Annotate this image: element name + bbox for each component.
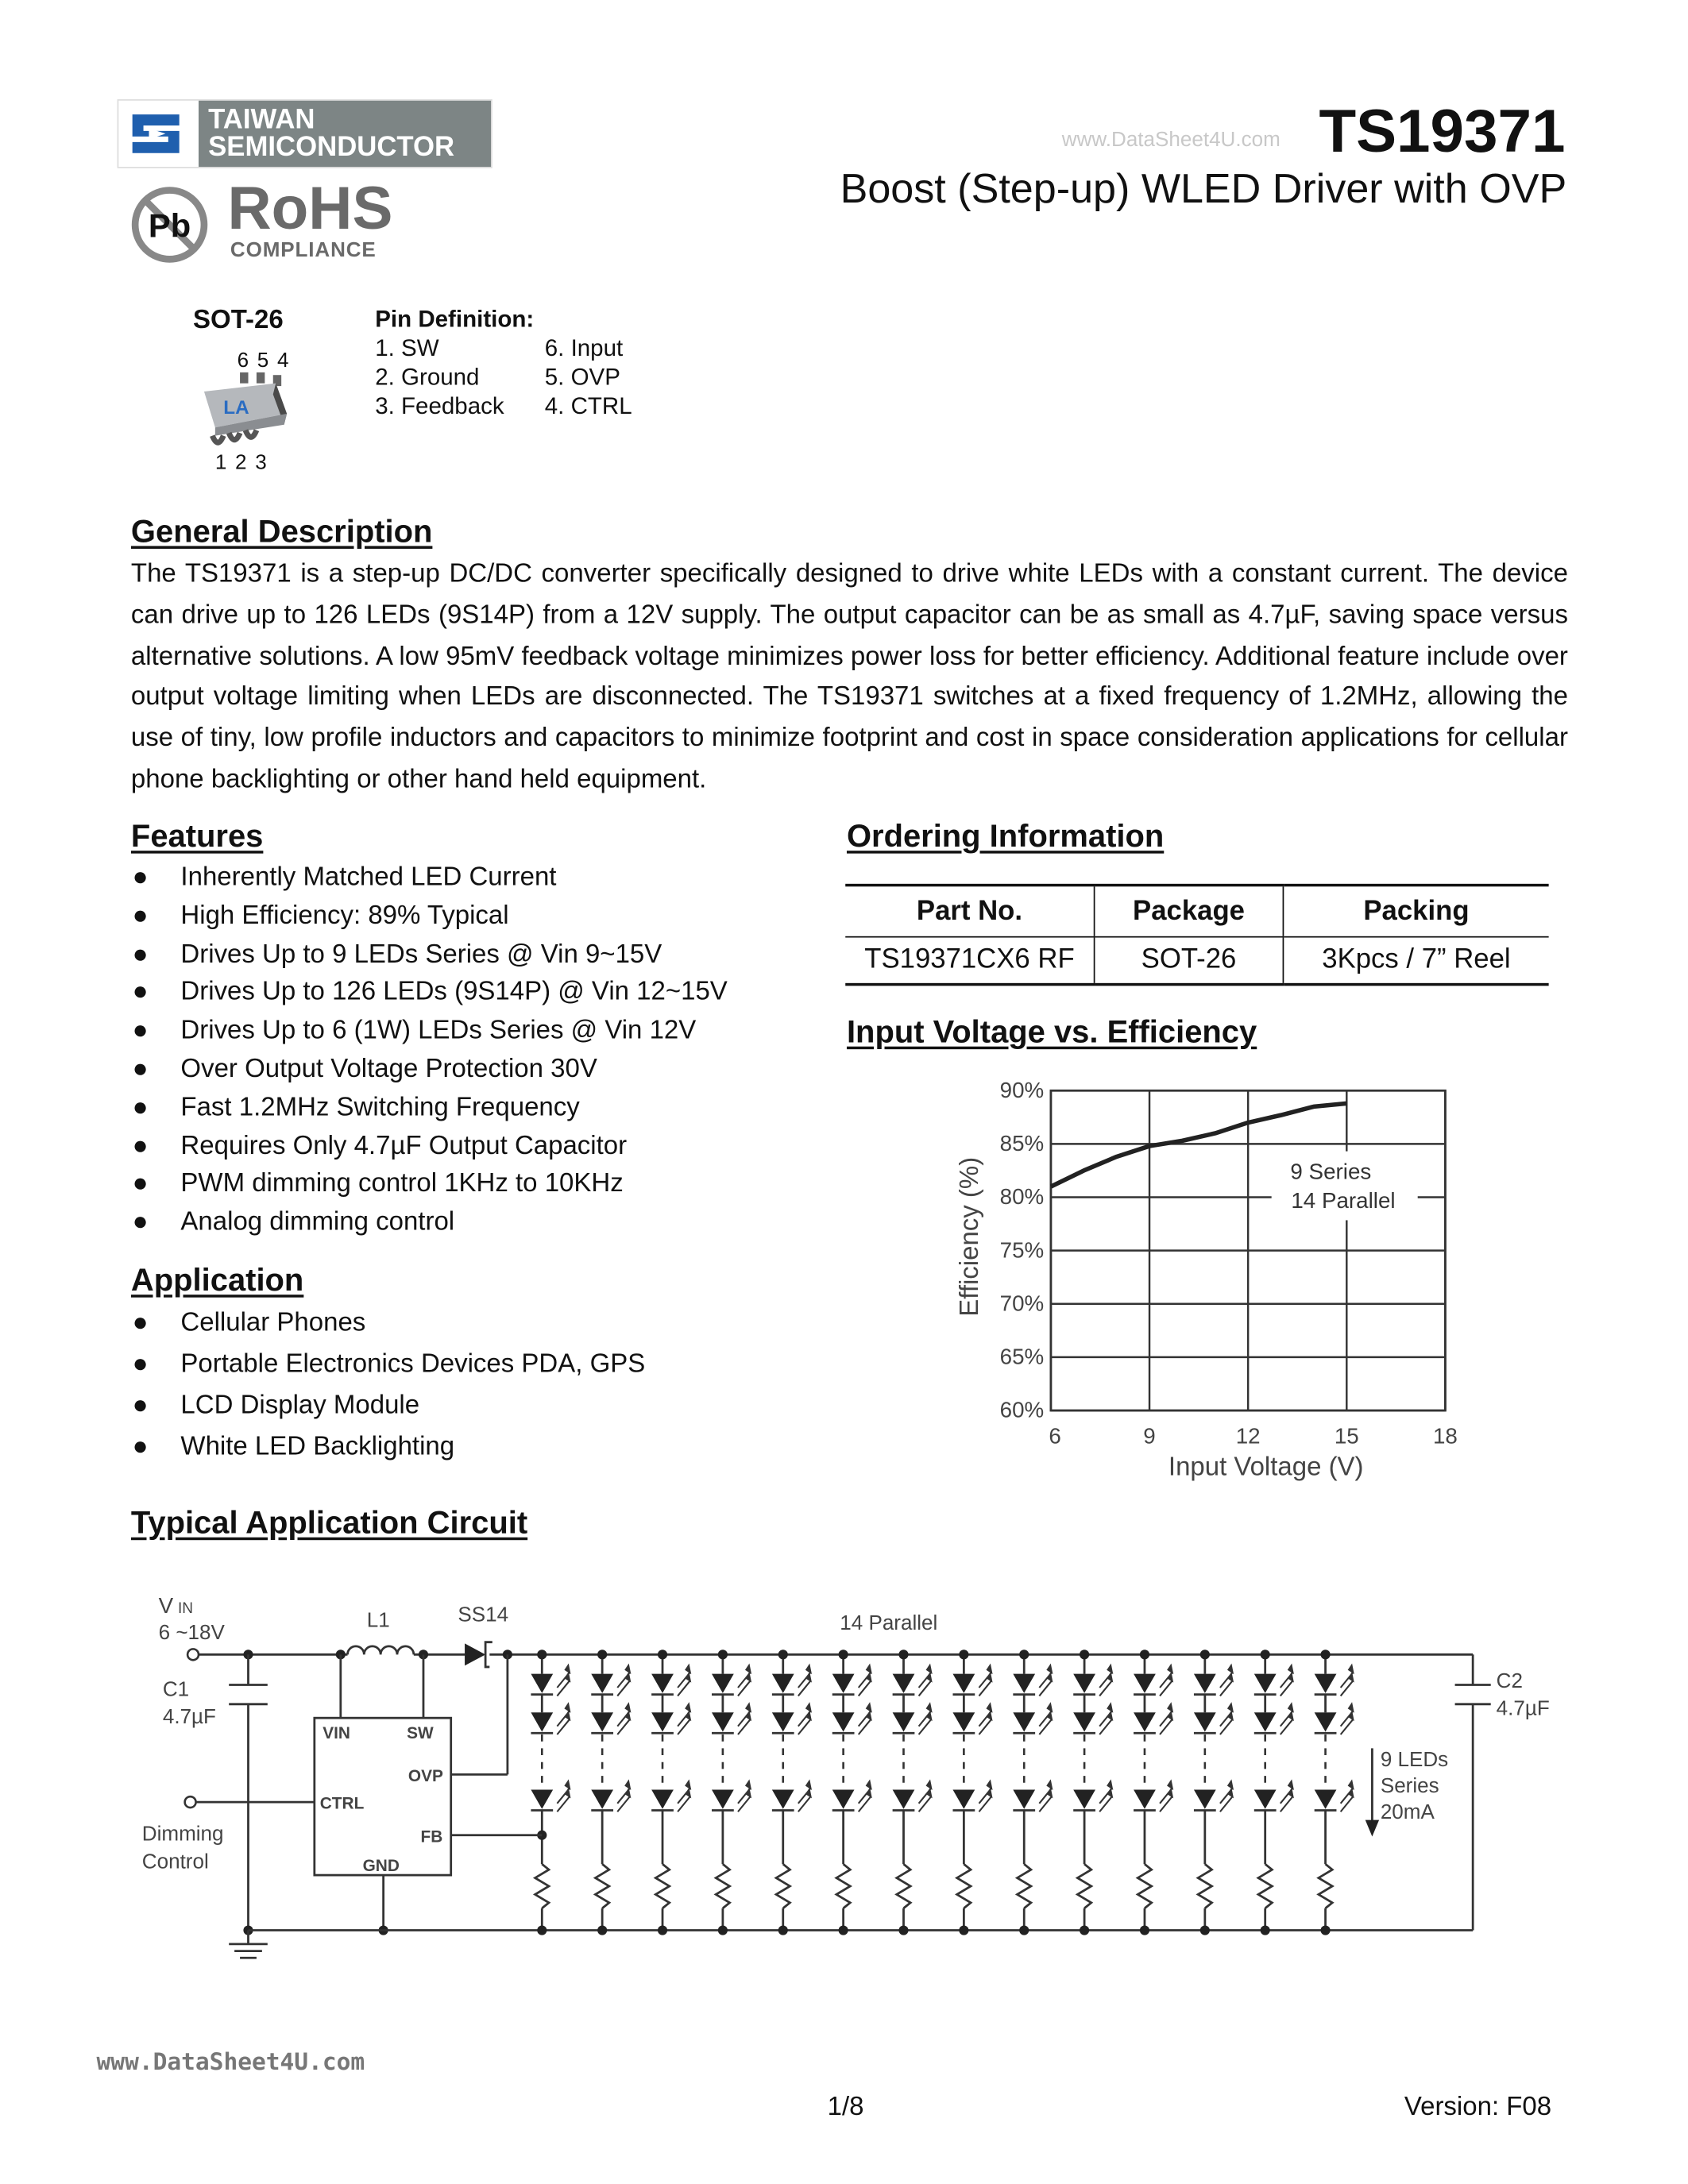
package-name: SOT-26 — [193, 306, 284, 335]
led-icon — [1013, 1674, 1035, 1693]
col-part-no: Part No. — [845, 886, 1094, 937]
resistor-icon — [1018, 1864, 1031, 1908]
junction-dot — [1140, 1925, 1149, 1935]
light-emission-icon — [919, 1781, 932, 1812]
string-note-1: 9 LEDs — [1380, 1746, 1449, 1771]
bullet-icon: ● — [132, 1016, 149, 1046]
light-emission-icon — [979, 1665, 991, 1696]
col-package: Package — [1095, 886, 1284, 937]
circuit-heading: Typical Application Circuit — [130, 1504, 528, 1541]
bullet-icon: ● — [132, 1349, 149, 1379]
control-label: Control — [141, 1849, 209, 1873]
general-description-heading: General Description — [130, 512, 433, 549]
svg-text:LA: LA — [223, 396, 249, 419]
vin-sub-label: IN — [177, 1600, 194, 1618]
general-description-text: The TS19371 is a step-up DC/DC converter specifically designed to drive white LEDs with a constant current. The device can drive up to 126 LEDs (9S14P) from a 12V supply. The output capacitor can be as small as 4.7µF, saving space versus alternative solutions. A low 95mV feedback voltage minimizes power loss for better efficiency. Additional feature include over output voltage limiting when LEDs are disconnected. The TS19371 switches at a fixed frequency of 1.2MHz, allowing the use of tiny, low profile inductors and capacitors to minimize footprint and cost in space consideration applications for cellular phone backlighting or other hand held equipment. — [130, 559, 1568, 794]
light-emission-icon — [1220, 1665, 1233, 1696]
bullet-icon: ● — [132, 1208, 149, 1237]
light-emission-icon — [1341, 1704, 1354, 1734]
vin-range: 6 ~18V — [158, 1620, 225, 1645]
pin-5: 5. OVP — [544, 364, 620, 391]
junction-dot — [898, 1650, 908, 1659]
light-emission-icon — [738, 1781, 751, 1812]
light-emission-icon — [1099, 1665, 1112, 1696]
rohs-compliance: COMPLIANCE — [230, 238, 377, 262]
junction-dot — [658, 1925, 667, 1935]
logo-line1: TAIWAN — [208, 104, 315, 136]
application-circuit — [0, 1572, 1688, 1971]
led-icon — [1134, 1674, 1156, 1693]
footer-watermark: www.DataSheet4U.com — [96, 2048, 365, 2077]
feature-item-text: Requires Only 4.7µF Output Capacitor — [180, 1131, 628, 1161]
led-string — [952, 1654, 991, 1930]
light-emission-icon — [979, 1704, 991, 1734]
bullet-icon: ● — [132, 940, 149, 969]
light-emission-icon — [919, 1704, 932, 1734]
col-packing: Packing — [1283, 886, 1548, 937]
chart-heading: Input Voltage vs. Efficiency — [846, 1013, 1257, 1050]
light-emission-icon — [1160, 1704, 1172, 1734]
junction-dot — [839, 1925, 848, 1935]
page-number: 1/8 — [827, 2093, 864, 2122]
light-emission-icon — [557, 1665, 570, 1696]
junction-dot — [658, 1650, 667, 1659]
vin-terminal — [187, 1649, 199, 1660]
feature-item-text: PWM dimming control 1KHz to 10KHz — [180, 1169, 624, 1199]
schottky-diode-icon — [465, 1643, 485, 1665]
led-icon — [1315, 1674, 1337, 1693]
feature-item-text: Fast 1.2MHz Switching Frequency — [180, 1093, 580, 1122]
led-icon — [712, 1789, 734, 1808]
led-icon — [1073, 1789, 1095, 1808]
parallel-label: 14 Parallel — [840, 1611, 938, 1635]
cell-package: SOT-26 — [1095, 937, 1284, 985]
bullet-icon: ● — [132, 1169, 149, 1199]
junction-dot — [959, 1650, 968, 1659]
light-emission-icon — [617, 1665, 630, 1696]
junction-dot — [1140, 1650, 1149, 1659]
feature-item-text: Over Output Voltage Protection 30V — [180, 1055, 597, 1084]
bullet-icon: ● — [132, 1432, 149, 1462]
junction-dot — [597, 1925, 607, 1935]
bullet-icon: ● — [132, 1308, 149, 1338]
led-string — [1194, 1654, 1233, 1930]
application-item-text: LCD Display Module — [180, 1391, 420, 1421]
resistor-icon — [655, 1864, 669, 1908]
led-string — [651, 1654, 690, 1930]
led-icon — [1134, 1789, 1156, 1808]
light-emission-icon — [979, 1781, 991, 1812]
application-item-text: Portable Electronics Devices PDA, GPS — [180, 1349, 646, 1379]
c1-label: C1 — [162, 1677, 190, 1701]
led-icon — [651, 1712, 674, 1731]
sot26-package-icon — [191, 372, 295, 450]
x-tick-label: 12 — [1235, 1423, 1261, 1449]
x-tick-label: 15 — [1334, 1423, 1359, 1449]
light-emission-icon — [798, 1665, 811, 1696]
c1-value: 4.7µF — [162, 1704, 216, 1729]
led-icon — [893, 1712, 915, 1731]
led-string — [832, 1654, 871, 1930]
y-tick-label: 75% — [999, 1237, 1045, 1263]
resistor-icon — [836, 1864, 850, 1908]
light-emission-icon — [1280, 1704, 1293, 1734]
led-icon — [1254, 1789, 1277, 1808]
led-icon — [1254, 1712, 1277, 1731]
ordering-table — [845, 884, 1548, 986]
feature-item-text: Analog dimming control — [180, 1208, 455, 1237]
pin-gnd: GND — [362, 1856, 400, 1875]
part-number-title: TS19371 — [1319, 98, 1566, 166]
pin-sw: SW — [407, 1724, 434, 1743]
led-icon — [1194, 1674, 1216, 1693]
feature-item-text: Inherently Matched LED Current — [180, 862, 557, 893]
ordering-heading: Ordering Information — [846, 817, 1165, 854]
junction-dot — [597, 1650, 607, 1659]
taiwan-semiconductor-logo — [118, 99, 492, 168]
page-subtitle: Boost (Step-up) WLED Driver with OVP — [840, 167, 1567, 213]
pin-4: 4. CTRL — [544, 392, 632, 419]
bullet-icon: ● — [132, 1055, 149, 1084]
led-string — [1315, 1654, 1354, 1930]
led-icon — [1013, 1712, 1035, 1731]
arrow-down-icon — [1365, 1820, 1379, 1837]
led-icon — [893, 1789, 915, 1808]
dimming-label: Dimming — [141, 1821, 224, 1846]
bullet-icon: ● — [132, 978, 149, 1008]
led-icon — [1073, 1712, 1095, 1731]
feature-item-text: Drives Up to 9 LEDs Series @ Vin 9~15V — [180, 940, 662, 969]
led-icon — [531, 1712, 553, 1731]
y-tick-label: 80% — [999, 1184, 1045, 1210]
led-icon — [1134, 1712, 1156, 1731]
light-emission-icon — [798, 1704, 811, 1734]
light-emission-icon — [1099, 1704, 1112, 1734]
string-note-2: Series — [1380, 1773, 1439, 1797]
c2-value: 4.7µF — [1496, 1696, 1550, 1720]
resistor-icon — [776, 1864, 790, 1908]
resistor-icon — [1138, 1864, 1151, 1908]
led-icon — [1013, 1789, 1035, 1808]
light-emission-icon — [678, 1704, 690, 1734]
application-item-text: White LED Backlighting — [180, 1432, 455, 1462]
y-tick-label: 70% — [999, 1291, 1045, 1316]
led-icon — [591, 1789, 613, 1808]
pin-ctrl: CTRL — [319, 1794, 365, 1813]
application-list — [133, 1309, 794, 1474]
junction-dot — [839, 1650, 848, 1659]
junction-dot — [1019, 1650, 1029, 1659]
resistor-icon — [957, 1864, 971, 1908]
light-emission-icon — [919, 1665, 932, 1696]
l1-label: L1 — [366, 1607, 390, 1632]
junction-dot — [718, 1925, 728, 1935]
c2-label: C2 — [1496, 1668, 1523, 1692]
led-string — [893, 1654, 932, 1930]
annotation-line2: 14 Parallel — [1291, 1187, 1396, 1213]
junction-dot — [537, 1925, 547, 1935]
light-emission-icon — [1220, 1704, 1233, 1734]
feature-item-text: Drives Up to 126 LEDs (9S14P) @ Vin 12~15V — [180, 978, 728, 1008]
version-label: Version: F08 — [1404, 2093, 1552, 2122]
inductor-l1 — [347, 1646, 413, 1654]
led-string — [1254, 1654, 1293, 1930]
light-emission-icon — [1039, 1665, 1052, 1696]
resistor-icon — [1077, 1864, 1091, 1908]
led-string — [712, 1654, 751, 1930]
bullet-icon: ● — [132, 1093, 149, 1122]
light-emission-icon — [557, 1781, 570, 1812]
led-icon — [1194, 1712, 1216, 1731]
junction-dot — [898, 1925, 908, 1935]
table-row — [845, 937, 1548, 985]
bullet-icon: ● — [132, 901, 149, 931]
bullet-icon: ● — [132, 862, 149, 893]
led-icon — [832, 1712, 855, 1731]
y-tick-label: 85% — [999, 1131, 1045, 1156]
junction-dot — [1320, 1650, 1330, 1659]
led-string — [1013, 1654, 1052, 1930]
x-tick-label: 6 — [1049, 1423, 1061, 1449]
features-heading: Features — [130, 817, 264, 854]
pb-text: Pb — [148, 206, 191, 245]
light-emission-icon — [738, 1704, 751, 1734]
features-list — [133, 863, 794, 1249]
x-tick-label: 9 — [1143, 1423, 1156, 1449]
junction-dot — [1200, 1650, 1210, 1659]
y-tick-label: 60% — [999, 1397, 1045, 1422]
junction-dot — [1261, 1650, 1270, 1659]
package-top-pins: 6 5 4 — [237, 349, 291, 372]
light-emission-icon — [859, 1781, 871, 1812]
package-bottom-pins: 1 2 3 — [214, 450, 268, 475]
light-emission-icon — [738, 1665, 751, 1696]
light-emission-icon — [617, 1704, 630, 1734]
led-string — [772, 1654, 811, 1930]
junction-dot — [1320, 1925, 1330, 1935]
light-emission-icon — [557, 1704, 570, 1734]
junction-dot — [718, 1650, 728, 1659]
resistor-icon — [595, 1864, 608, 1908]
junction-dot — [778, 1650, 788, 1659]
light-emission-icon — [1039, 1704, 1052, 1734]
light-emission-icon — [798, 1781, 811, 1812]
led-string — [1073, 1654, 1112, 1930]
efficiency-chart — [938, 1068, 1489, 1495]
led-string — [1134, 1654, 1172, 1930]
logo-line2: SEMICONDUCTOR — [208, 132, 455, 163]
y-tick-label: 65% — [999, 1344, 1045, 1369]
led-icon — [772, 1789, 794, 1808]
led-icon — [772, 1674, 794, 1693]
led-string — [531, 1654, 570, 1930]
bullet-icon: ● — [132, 1131, 149, 1161]
ts-logo-icon — [118, 101, 195, 167]
light-emission-icon — [678, 1665, 690, 1696]
led-icon — [591, 1674, 613, 1693]
led-icon — [832, 1674, 855, 1693]
light-emission-icon — [1099, 1781, 1112, 1812]
light-emission-icon — [1160, 1665, 1172, 1696]
ctrl-terminal — [185, 1796, 196, 1808]
led-icon — [651, 1674, 674, 1693]
y-tick-label: 90% — [999, 1077, 1045, 1102]
led-icon — [651, 1789, 674, 1808]
junction-dot — [1019, 1925, 1029, 1935]
ordering-header-row — [845, 886, 1548, 937]
resistor-icon — [1319, 1864, 1332, 1908]
junction-dot — [537, 1650, 547, 1659]
light-emission-icon — [1160, 1781, 1172, 1812]
junction-dot — [1261, 1925, 1270, 1935]
light-emission-icon — [859, 1704, 871, 1734]
pin-3: 3. Feedback — [375, 392, 504, 419]
led-icon — [952, 1712, 975, 1731]
led-icon — [772, 1712, 794, 1731]
led-icon — [1194, 1789, 1216, 1808]
light-emission-icon — [1341, 1665, 1354, 1696]
light-emission-icon — [617, 1781, 630, 1812]
diode-label: SS14 — [458, 1602, 509, 1626]
pin-2: 2. Ground — [375, 364, 480, 391]
resistor-icon — [1198, 1864, 1211, 1908]
pin-6: 6. Input — [544, 334, 624, 361]
led-icon — [952, 1789, 975, 1808]
light-emission-icon — [1220, 1781, 1233, 1812]
pin-definition-title: Pin Definition: — [375, 306, 535, 333]
led-icon — [1315, 1712, 1337, 1731]
feature-item-text: High Efficiency: 89% Typical — [180, 901, 509, 931]
y-axis-label: Efficiency (%) — [953, 1156, 983, 1317]
pin-vin: VIN — [323, 1724, 350, 1743]
light-emission-icon — [1280, 1781, 1293, 1812]
junction-dot — [1080, 1925, 1089, 1935]
led-string — [591, 1654, 630, 1930]
light-emission-icon — [1341, 1781, 1354, 1812]
feature-item-text: Drives Up to 6 (1W) LEDs Series @ Vin 12V — [180, 1016, 697, 1046]
rohs-title: RoHS — [227, 175, 393, 243]
light-emission-icon — [1039, 1781, 1052, 1812]
junction-dot — [1080, 1650, 1089, 1659]
pin-ovp: OVP — [408, 1767, 443, 1786]
annotation-line1: 9 Series — [1290, 1159, 1372, 1184]
light-emission-icon — [678, 1781, 690, 1812]
header-watermark: www.DataSheet4U.com — [1061, 128, 1280, 152]
light-emission-icon — [859, 1665, 871, 1696]
led-icon — [591, 1712, 613, 1731]
string-note-3: 20mA — [1380, 1799, 1435, 1823]
light-emission-icon — [1280, 1665, 1293, 1696]
resistor-icon — [535, 1864, 549, 1908]
led-icon — [712, 1712, 734, 1731]
cell-packing: 3Kpcs / 7” Reel — [1283, 937, 1548, 985]
application-heading: Application — [130, 1261, 304, 1298]
resistor-icon — [1258, 1864, 1272, 1908]
pin-1: 1. SW — [375, 334, 439, 361]
resistor-icon — [897, 1864, 910, 1908]
led-icon — [1254, 1674, 1277, 1693]
cell-part-no: TS19371CX6 RF — [845, 937, 1094, 985]
led-icon — [952, 1674, 975, 1693]
led-icon — [712, 1674, 734, 1693]
led-icon — [832, 1789, 855, 1808]
led-icon — [1315, 1789, 1337, 1808]
no-lead-icon — [128, 185, 211, 265]
junction-dot — [778, 1925, 788, 1935]
junction-dot — [1200, 1925, 1210, 1935]
led-icon — [893, 1674, 915, 1693]
led-icon — [531, 1789, 553, 1808]
logo-text — [199, 101, 491, 167]
x-axis-label: Input Voltage (V) — [1168, 1451, 1364, 1481]
resistor-icon — [716, 1864, 729, 1908]
vin-label: V — [158, 1593, 174, 1619]
led-icon — [1073, 1674, 1095, 1693]
pin-fb: FB — [420, 1827, 443, 1846]
bullet-icon: ● — [132, 1391, 149, 1421]
junction-dot — [959, 1925, 968, 1935]
application-item-text: Cellular Phones — [180, 1308, 366, 1338]
x-tick-label: 18 — [1432, 1423, 1458, 1449]
led-icon — [531, 1674, 553, 1693]
